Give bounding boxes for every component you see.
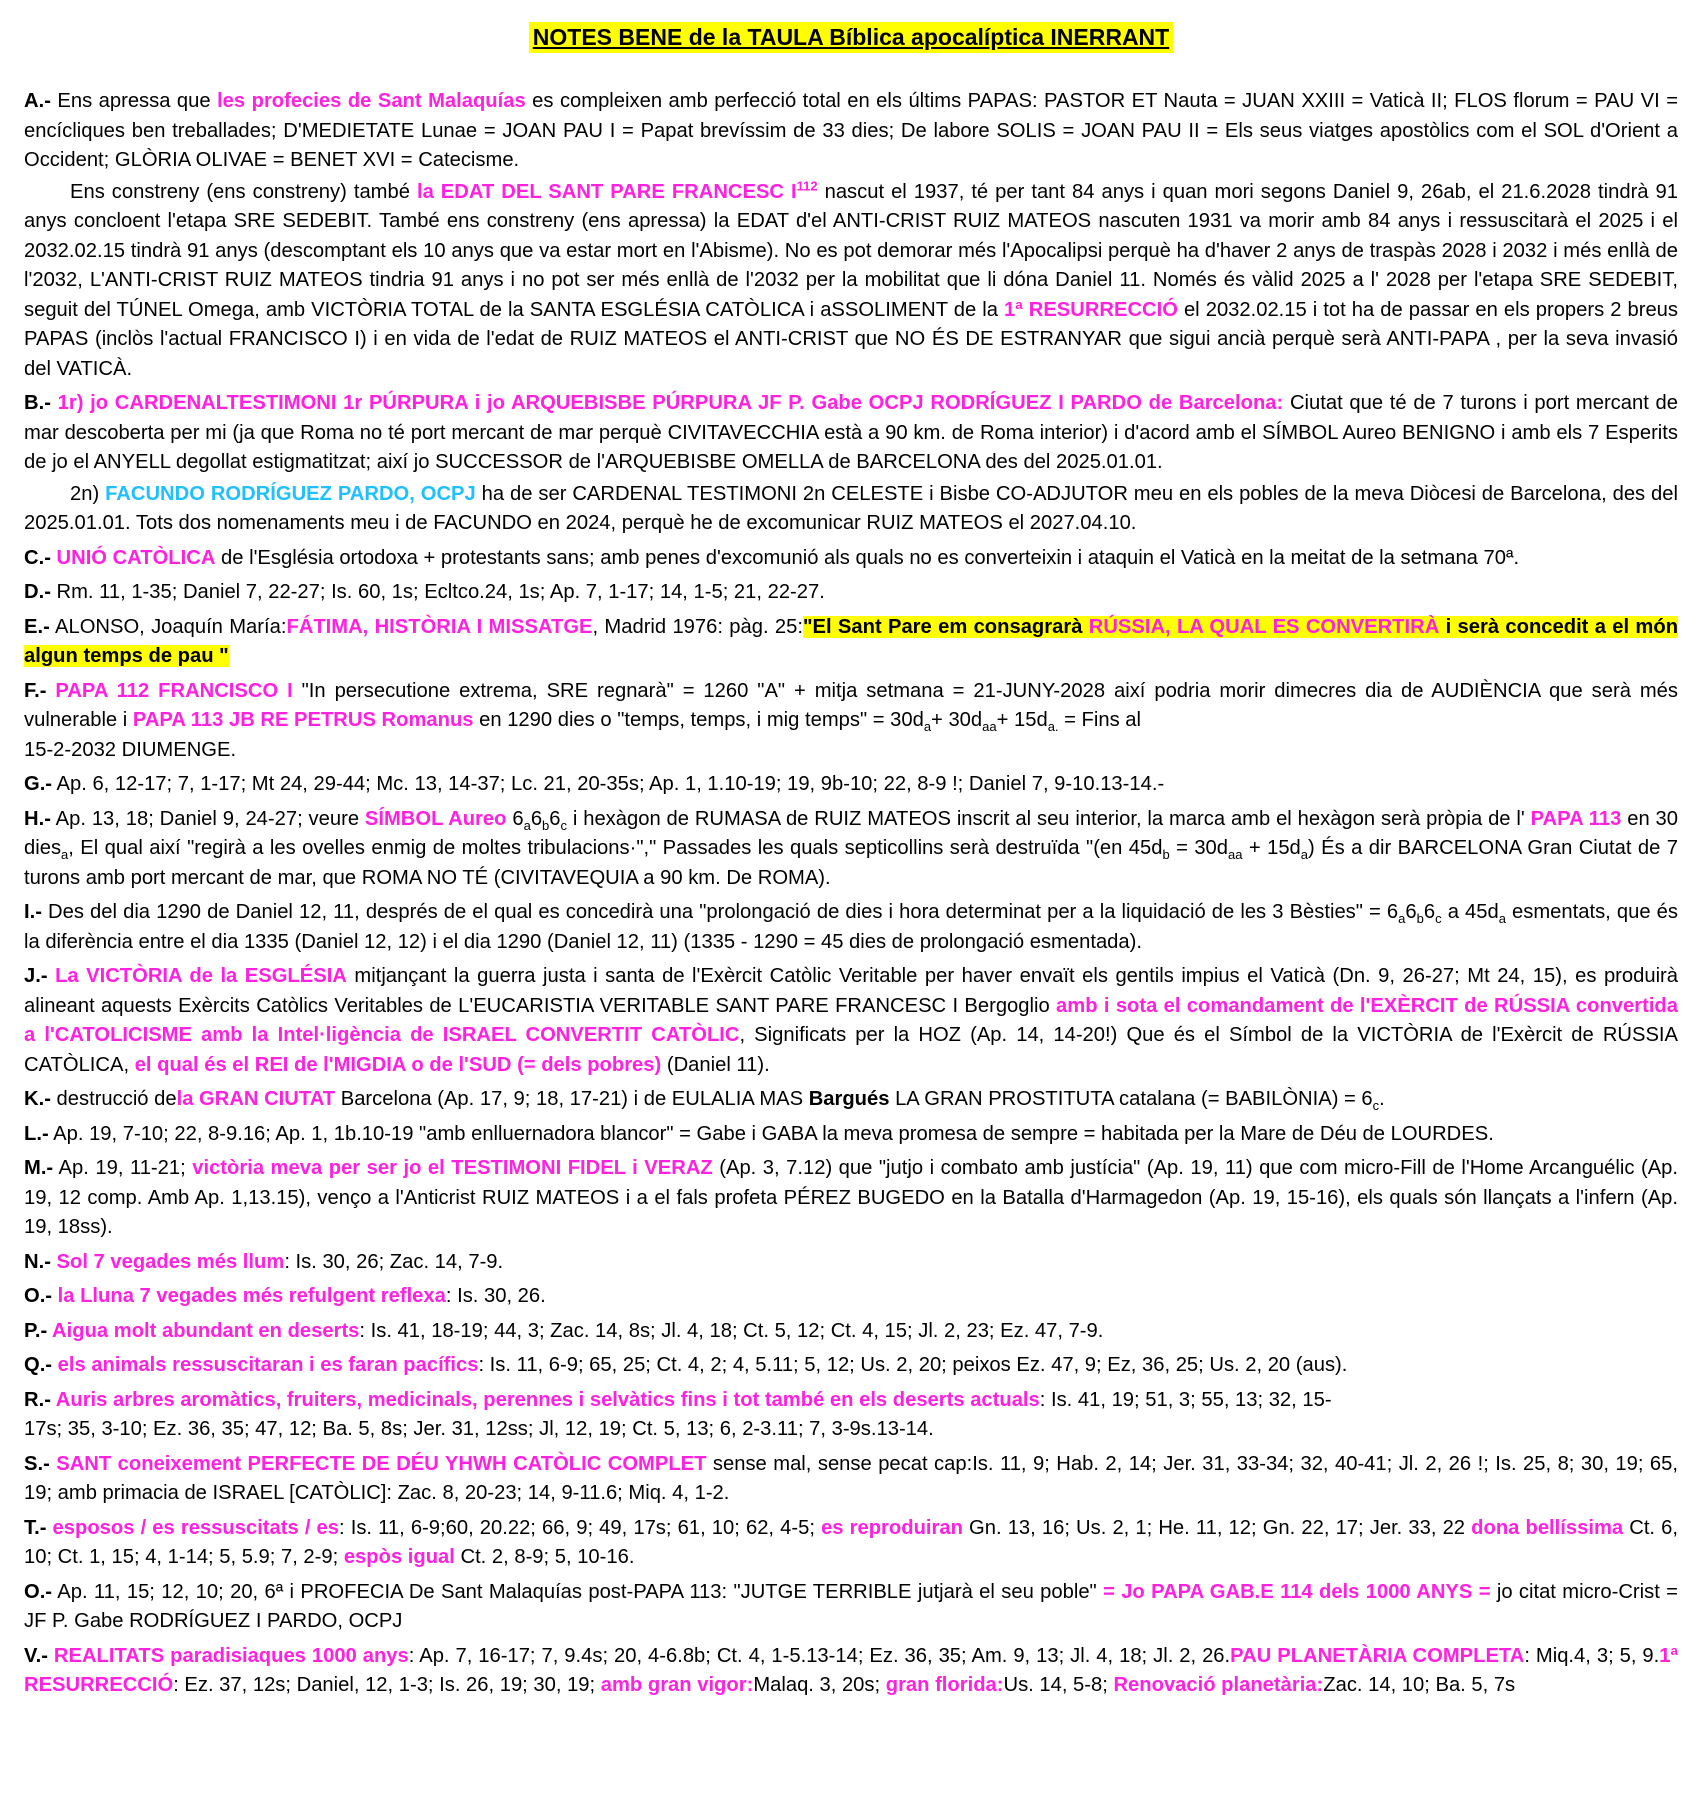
note-text: + 15d xyxy=(1242,837,1301,859)
note-text: : Is. 30, 26; Zac. 14, 7-9. xyxy=(284,1250,504,1273)
note-label: G.- xyxy=(24,773,53,795)
note-text: LA GRAN PROSTITUTA catalana (= BABILÒNIA) = 6 xyxy=(889,1088,1373,1110)
note-label: S.- xyxy=(24,1452,50,1475)
highlight-text: els animals ressuscitaran i es faran pacífics xyxy=(52,1354,479,1376)
note-text: 6 xyxy=(1423,901,1436,923)
note-text: sense mal, sense pecat cap:Is. 11, 9; Hab. 2, 14; Jer. 31, 33-34; 32, 40-41; Jl. 2, 26 !; Is. 25, 8; 30, 19; 65, 19; amb primacia de ISRAEL [CATÒLIC]: Zac. 8, 20-23; 14, 9-11.6; Miq. 4, 1-2. xyxy=(24,1452,1678,1504)
highlight-text: PAPA 112 FRANCISCO I xyxy=(46,679,293,702)
note-text: : Miq.4, 3; 5, 9. xyxy=(1524,1644,1660,1667)
subscript: aa xyxy=(1228,847,1243,863)
title-container xyxy=(24,22,1678,53)
highlight-text: 1ª RESURRECCIÓ xyxy=(24,1644,1678,1696)
note-text: Zac. 14, 10; Ba. 5, 7s xyxy=(1323,1674,1516,1696)
subscript: c xyxy=(1372,1098,1380,1114)
note-text: , El qual així "regirà a les ovelles enmig de moltes tribulacions·"," Passades les quals septicollins serà destruïda "(en 45d xyxy=(68,837,1163,859)
note-label: M.- xyxy=(24,1157,54,1179)
note-text: a 45d xyxy=(1441,901,1499,923)
highlight-text: PAPA 113 xyxy=(1530,807,1622,830)
note-text: , Madrid 1976: pàg. 25: xyxy=(592,615,803,638)
note-paragraph xyxy=(24,178,1678,385)
highlight-text: el qual és el REI de l'MIGDIA o de l'SUD (= dels pobres) xyxy=(134,1053,662,1076)
note-text: 6 xyxy=(1405,901,1417,923)
note-text: i hexàgon de RUMASA de RUIZ MATEOS inscrit al seu interior, la marca amb el hexàgon serà pròpia de l' xyxy=(567,807,1531,830)
note-text: es compleixen amb perfecció total en els últims PAPAS: PASTOR ET Nauta = JUAN XXIII = Vaticà II; FLOS florum = PAU VI = encícliques ben treballades; D'MEDIETATE Lunae = JOAN PAU I = Papat brevíssim de 33 dies; De labore SOLIS = JOAN PAU II = Els seus viatges apostòlics com el SOL d'Orient a Occident; GLÒRIA OLIVAE = BENET XVI = Catecisme. xyxy=(24,90,1678,171)
highlight-text: FÁTIMA, HISTÒRIA I MISSATGE xyxy=(286,615,593,638)
highlight-text: les profecies de Sant Malaquías xyxy=(217,90,526,112)
note-b xyxy=(24,389,1678,539)
note-paragraph xyxy=(24,480,1678,539)
note-text: Ap. 19, 7-10; 22, 8-9.16; Ap. 1, 1b.10-19 "amb enlluernadora blancor" = Gabe i GABA la meva promesa de sempre = habitada per la Mare de Déu de LOURDES. xyxy=(48,1122,1494,1145)
highlight-text: amb i sota el comandament de l'EXÈRCIT de RÚSSIA convertida a l'CATOLICISME amb la Intel·ligència de ISRAEL CONVERTIT CATÒLIC xyxy=(24,994,1678,1046)
note-text: : Ap. 7, 16-17; 7, 9.4s; 20, 4-6.8b; Ct. 4, 1-5.13-14; Ez. 36, 35; Am. 9, 13; Jl. 4, 18; Jl. 2, 26. xyxy=(408,1644,1231,1667)
note-text: jo citat micro-Crist = JF P. Gabe RODRÍGUEZ I PARDO, OCPJ xyxy=(24,1580,1678,1632)
note-text: en 1290 dies o "temps, temps, i mig temps" = 30d xyxy=(473,709,924,731)
note-text: : Ez. 37, 12s; Daniel, 12, 1-3; Is. 26, 19; 30, 19; xyxy=(173,1674,601,1696)
note-n xyxy=(24,1248,1678,1278)
note-text: : Is. 41, 18-19; 44, 3; Zac. 14, 8s; Jl. 4, 18; Ct. 5, 12; Ct. 4, 15; Jl. 2, 23; Ez. 47, 7-9. xyxy=(359,1319,1104,1342)
note-label: N.- xyxy=(24,1250,51,1273)
subscript: b xyxy=(1416,911,1424,927)
highlight-text: espòs igual xyxy=(343,1546,455,1568)
note-text: . xyxy=(1379,1088,1385,1110)
note-label: J.- xyxy=(24,965,48,987)
note-label: B.- xyxy=(24,392,51,414)
note-text: esmentats, que és la diferència entre el dia 1335 (Daniel 12, 12) i el dia 1290 (Daniel 12, 11) (1335 - 1290 = 45 dies de prolongació esmentada). xyxy=(24,901,1678,953)
superscript: 112 xyxy=(796,177,818,193)
note-f xyxy=(24,677,1678,766)
subscript: b xyxy=(542,817,550,833)
note-text: 6 xyxy=(549,807,561,830)
note-text: : Is. 11, 6-9; 65, 25; Ct. 4, 2; 4, 5.11; 5, 12; Us. 2, 20; peixos Ez. 47, 9; Ez, 36, 25; Us. 2, 20 (aus). xyxy=(478,1354,1348,1376)
note-text: Ciutat que té de 7 turons i port mercant de mar descoberta per mi (ja que Roma no té port mercant de mar perquè CIVITAVECCHIA està a 90 km. de Roma interior) i d'acord amb el SÍMBOL Aureo BENIGNO i amb els 7 Esperits de jo el ANYELL degollat estigmatitzat; així jo SUCCESSOR de l'ARQUEBISBE OMELLA de BARCELONA des del 2025.01.01. xyxy=(24,392,1678,473)
note-text: = 30d xyxy=(1169,837,1229,859)
highlight-text: REALITATS paradisiaques 1000 anys xyxy=(47,1644,409,1667)
note-text: Ap. 13, 18; Daniel 9, 24-27; veure xyxy=(50,807,365,830)
note-label: V.- xyxy=(24,1644,48,1667)
quote-text: "El Sant Pare em consagrarà xyxy=(802,615,1089,638)
note-text: = Fins al xyxy=(1058,709,1142,731)
note-label: H.- xyxy=(24,807,51,830)
note-text: Ct. 2, 8-9; 5, 10-16. xyxy=(454,1546,635,1568)
note-text: 15-2-2032 DIUMENGE. xyxy=(24,738,237,761)
note-label: R.- xyxy=(24,1388,51,1411)
subscript: c xyxy=(560,817,568,833)
note-label: C.- xyxy=(24,546,51,569)
note-k xyxy=(24,1085,1678,1115)
note-label: P.- xyxy=(24,1319,48,1342)
highlight-text: UNIÓ CATÒLICA xyxy=(50,546,216,569)
note-s xyxy=(24,1450,1678,1509)
highlight-text: gran florida: xyxy=(885,1674,1004,1696)
highlight-text: SÍMBOL Aureo xyxy=(364,807,507,830)
note-label: Q.- xyxy=(24,1354,53,1376)
note-text: ha de ser CARDENAL TESTIMONI 2n CELESTE i Bisbe CO-ADJUTOR meu en els pobles de la meva Diòcesi de Barcelona, des del 2025.01.01. Tots dos nomenaments meu i de FACUNDO en 2024, perquè he de excomunicar RUIZ MATEOS el 2027.04.10. xyxy=(24,482,1678,534)
highlight-text: victòria meva per ser jo el TESTIMONI FIDEL i VERAZ xyxy=(192,1157,713,1179)
note-e xyxy=(24,613,1678,672)
highlight-text: esposos / es ressuscitats / es xyxy=(46,1516,339,1539)
bold-text: Bargués xyxy=(808,1088,890,1110)
note-text: el 2032.02.15 i tot ha de passar en els propers 2 breus PAPAS (inclòs l'actual FRANCISCO I) i en vida de l'edat de RUIZ MATEOS el ANTI-CRIST que NO ÉS DE ESTRANYAR que sigui ancià perquè serà ANTI-PAPA , per la seva invasió del VATICÀ. xyxy=(24,298,1678,380)
highlight-text: SANT coneixement PERFECTE DE DÉU YHWH CATÒLIC COMPLET xyxy=(49,1452,707,1475)
highlight-text: = Jo PAPA GAB.E 114 dels 1000 ANYS = xyxy=(1103,1580,1491,1603)
note-i xyxy=(24,898,1678,957)
highlight-text: La VICTÒRIA de la ESGLÉSIA xyxy=(47,965,347,987)
subscript: a xyxy=(1398,911,1406,927)
note-text: "In persecutione extrema, SRE regnarà" = 1260 "A" + mitja setmana = 21-JUNY-2028 així podria morir dimecres dia de AUDIÈNCIA que serà més vulnerable i xyxy=(24,679,1679,731)
note-text: en 30 dies xyxy=(24,807,1678,859)
note-text: (Ap. 3, 7.12) que "jutjo i combato amb justícia" (Ap. 19, 11) que com micro-Fill de l'Home Arcanguélic (Ap. 19, 12 comp. Amb Ap. 1,13.15), venço a l'Anticrist RUIZ MATEOS i a el fals profeta PÉREZ BUGEDO en la Batalla d'Harmagedon (Ap. 19, 15-16), els quals són llançats a l'infern (Ap. 19, 18ss). xyxy=(24,1157,1678,1238)
highlight-text: Aigua molt abundant en deserts xyxy=(47,1319,360,1342)
note-label: T.- xyxy=(24,1516,47,1539)
highlight-text: 1ª RESURRECCIÓ xyxy=(1004,298,1178,321)
highlight-text: Renovació planetària: xyxy=(1113,1674,1324,1696)
highlight-text: PAPA 113 JB RE PETRUS Romanus xyxy=(132,709,474,731)
note-text: : Is. 30, 26. xyxy=(445,1285,546,1307)
note-label: O.- xyxy=(24,1580,53,1603)
note-text: nascut el 1937, té per tant 84 anys i quan mori segons Daniel 9, 26ab, el 21.6.2028 tindrà 91 anys concloent l'etapa SRE SEDEBIT. També ens constreny (ens apressa) la EDAT d'el ANTI-CRIST RUIZ MATEOS nascuten 1931 va morir amb 84 anys i ressuscitarà el 2025 i el 2032.02.15 tindrà 91 anys (descomptant els 10 anys que va estar mort en l'Abisme). No es pot demorar més l'Apocalipsi perquè ha d'haver 2 anys de traspàs 2028 i 2032 i més enllà de l'2032, L'ANTI-CRIST RUIZ MATEOS tindria 91 anys i no pot ser més enllà de l'2032 per la mobilitat que li dóna Daniel 11. Només és vàlid 2025 a l' 2028 per l'etapa SRE SEDEBIT, seguit del TÚNEL Omega, amb VICTÒRIA TOTAL de la SANTA ESGLÉSIA CATÒLICA i aSSOLIMENT de la xyxy=(24,180,1678,321)
subscript: a xyxy=(923,719,932,735)
note-label: L.- xyxy=(24,1122,49,1145)
note-text: Des del dia 1290 de Daniel 12, 11, després de el qual es concedirà una "prolongació de dies i hora determinat per a la liquidació de les 3 Bèsties" = 6 xyxy=(41,901,1399,923)
note-label: D.- xyxy=(24,581,51,603)
note-text: Gn. 13, 16; Us. 2, 1; He. 11, 12; Gn. 22, 17; Jer. 33, 22 xyxy=(962,1516,1472,1539)
note-text: 17s; 35, 3-10; Ez. 36, 35; 47, 12; Ba. 5, 8s; Jer. 31, 12ss; Jl, 12, 19; Ct. 5, 13; 6, 2-3.11; 7, 3-9s.13-14. xyxy=(24,1418,934,1440)
note-text: , Significats per la HOZ (Ap. 14, 14-20!) Que és el Símbol de la VICTÒRIA de l'Exèrcit de RÚSSIA CATÒLICA, xyxy=(24,1024,1678,1076)
note-text: Ap. 11, 15; 12, 10; 20, 6ª i PROFECIA De Sant Malaquías post-PAPA 113: "JUTGE TERRIBLE jutjarà el seu poble" xyxy=(52,1580,1104,1603)
note-text: (Daniel 11). xyxy=(661,1053,770,1076)
highlight-text: la EDAT DEL SANT PARE FRANCESC I xyxy=(416,180,797,203)
highlight-text-cyan: FACUNDO RODRÍGUEZ PARDO, OCPJ xyxy=(105,482,476,505)
note-text: + 15d xyxy=(996,709,1048,731)
subscript: aa xyxy=(982,719,997,735)
subscript: b xyxy=(1162,847,1170,863)
note-label: K.- xyxy=(24,1088,51,1110)
highlight-text: 1r) jo CARDENALTESTIMONI 1r PÚRPURA i jo ARQUEBISBE PÚRPURA JF P. Gabe OCPJ RODRÍGUEZ I PARDO de Barcelona: xyxy=(50,392,1284,414)
note-text: Malaq. 3, 20s; xyxy=(753,1674,886,1696)
note-label: F.- xyxy=(24,679,47,702)
note-l xyxy=(24,1120,1678,1150)
subscript: a xyxy=(61,847,69,863)
note-v xyxy=(24,1642,1678,1701)
note-d xyxy=(24,578,1678,608)
subscript: a xyxy=(1300,847,1309,863)
note-text: Ens apressa que xyxy=(50,90,218,112)
note-text: : Is. 11, 6-9;60, 20.22; 66, 9; 49, 17s; 61, 10; 62, 4-5; xyxy=(339,1516,822,1539)
note-text: : Is. 41, 19; 51, 3; 55, 13; 32, 15- xyxy=(1039,1388,1332,1411)
note-q xyxy=(24,1351,1678,1381)
note-label: O.- xyxy=(24,1285,53,1307)
note-text: ) És a dir BARCELONA Gran Ciutat de 7 turons amb port mercant de mar, que ROMA NO TÉ (CIVITAVEQUIA a 90 km. De ROMA). xyxy=(24,837,1678,889)
highlight-text: RÚSSIA, LA QUAL ES CONVERTIRÀ xyxy=(1088,615,1440,638)
subscript: a. xyxy=(1047,719,1059,735)
note-label: E.- xyxy=(24,615,50,638)
note-text: Ap. 6, 12-17; 7, 1-17; Mt 24, 29-44; Mc. 13, 14-37; Lc. 21, 20-35s; Ap. 1, 1.10-19; 19, 9b-10; 22, 8-9 !; Daniel 7, 9-10.13-14.- xyxy=(52,773,1165,795)
note-o-second xyxy=(24,1578,1678,1637)
subscript: a xyxy=(1498,911,1506,927)
note-label: A.- xyxy=(24,90,51,112)
note-c xyxy=(24,544,1678,574)
note-text: de l'Església ortodoxa + protestants sans; amb penes d'excomunió als quals no es converteixin i ataquin el Vaticà en la meitat de la setmana 70ª. xyxy=(215,546,1520,569)
note-a xyxy=(24,87,1678,384)
highlight-text: dona bellíssima xyxy=(1471,1516,1624,1539)
subscript: a xyxy=(523,817,531,833)
note-text: Ap. 19, 11-21; xyxy=(53,1157,193,1179)
notes-list xyxy=(24,87,1678,1701)
note-text: Ens constreny (ens constreny) també xyxy=(70,180,417,203)
note-text: Rm. 11, 1-35; Daniel 7, 22-27; Is. 60, 1s; Ecltco.24, 1s; Ap. 7, 1-17; 14, 1-5; 21, 22-27. xyxy=(50,581,825,603)
note-text: 6 xyxy=(506,807,524,830)
note-label: I.- xyxy=(24,901,42,923)
note-o xyxy=(24,1282,1678,1312)
note-text: destrucció de xyxy=(50,1088,177,1110)
highlight-text: la Lluna 7 vegades més refulgent reflexa xyxy=(52,1285,446,1307)
highlight-text: PAU PLANETÀRIA COMPLETA xyxy=(1230,1644,1525,1667)
highlight-text: amb gran vigor: xyxy=(600,1674,754,1696)
highlight-text: Sol 7 vegades més llum xyxy=(50,1250,285,1273)
note-h xyxy=(24,805,1678,894)
note-text: 6 xyxy=(530,807,543,830)
note-text: 2n) xyxy=(70,482,106,505)
note-text: mitjançant la guerra justa i santa de l'Exèrcit Catòlic Veritable per haver envaït els gentils impius el Vaticà (Dn. 9, 26-27; Mt 24, 15), es produirà alineant aquests Exèrcits Catòlics Veritables de L'EUCARISTIA VERITABLE SANT PARE FRANCESC I Bergoglio xyxy=(24,965,1679,1017)
page-title: NOTES BENE de la TAULA Bíblica apocalíptica INERRANT xyxy=(529,22,1173,53)
quote-text: i serà concedit a el món algun temps de pau " xyxy=(24,615,1679,667)
note-j xyxy=(24,962,1678,1080)
highlight-text: Auris arbres aromàtics, fruiters, medicinals, perennes i selvàtics fins i tot també en els deserts actuals xyxy=(50,1388,1040,1411)
note-text: Ct. 6, 10; Ct. 1, 15; 4, 1-14; 5, 5.9; 7, 2-9; xyxy=(24,1516,1678,1568)
highlight-text: la GRAN CIUTAT xyxy=(176,1088,336,1110)
note-r xyxy=(24,1386,1678,1445)
highlight-text: es reproduiran xyxy=(821,1516,963,1539)
subscript: c xyxy=(1435,911,1442,927)
note-text: ALONSO, Joaquín María: xyxy=(49,615,287,638)
note-g xyxy=(24,770,1678,800)
note-text: + 30d xyxy=(931,709,983,731)
note-text: Us. 14, 5-8; xyxy=(1003,1674,1114,1696)
note-p xyxy=(24,1317,1678,1347)
note-m xyxy=(24,1154,1678,1243)
note-text: Barcelona (Ap. 17, 9; 18, 17-21) i de EULALIA MAS xyxy=(335,1088,809,1110)
note-t xyxy=(24,1514,1678,1573)
